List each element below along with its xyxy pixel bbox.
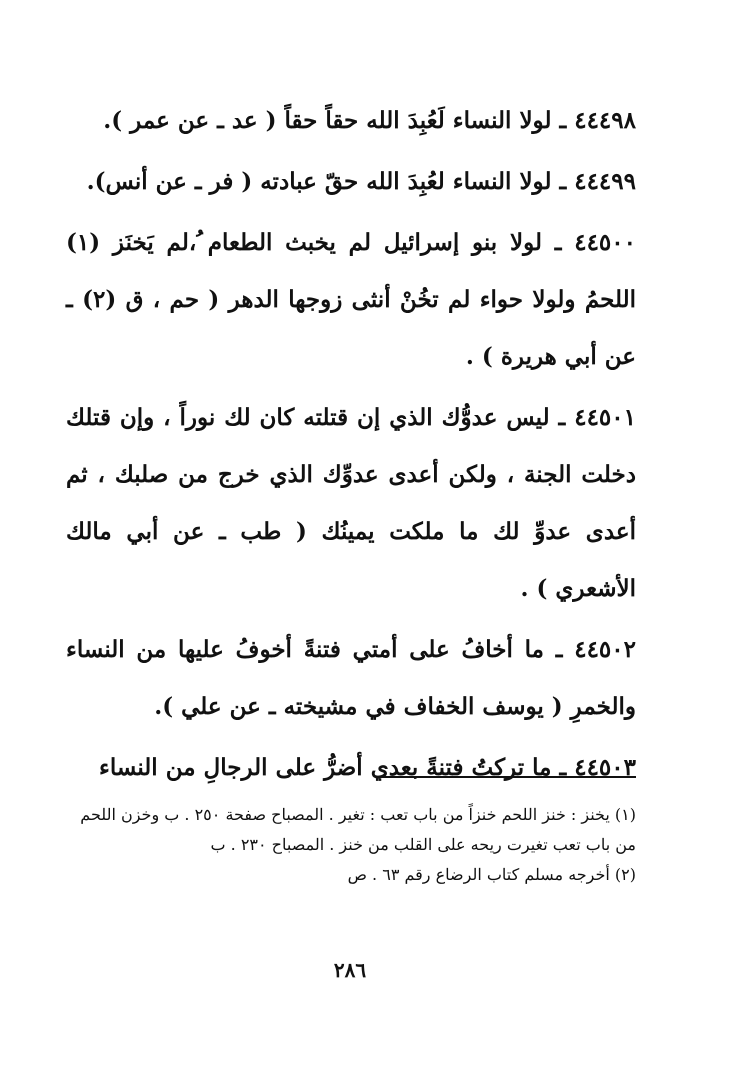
footnote: (٢) أخرجه مسلم كتاب الرضاع رقم ٦٣ . ص <box>347 865 636 884</box>
hadith-number: ٤٤٥٠٢ <box>574 636 636 663</box>
hadith-entry <box>66 92 636 149</box>
hadith-number: ٤٤٥٠٣ <box>574 754 636 781</box>
hadith-text: ـ ما تركتُ فتنةً بعدي أضرُّ على الرجالِ من النساء <box>99 754 567 781</box>
hadith-text: ـ لولا بنو إسرائيل لم يخبث الطعام ُ،لم يَخنَز (١) اللحمُ ولولا حواء لم تخُنْ أنثى زوجها الدهر ( حم ، ق (٢) ـ عن أبي هريرة ) . <box>66 229 636 370</box>
footnote: (١) يخنز : خنز اللحم خنزاً من باب تعب : تغير . المصباح صفحة ٢٥٠ . ب وخزن اللحم من باب تعب تغيرت ريحه على القلب من خنز . المصباح ٢٣٠ . ب <box>80 805 636 854</box>
hadith-text: ـ ليس عدوُّك الذي إن قتلته كان لك نوراً ، وإن قتلك دخلت الجنة ، ولكن أعدى عدوِّك الذي خرج من صلبك ، ثم أعدى عدوِّ لك ما ملكت يمينُك ( طب ـ عن أبي مالك الأشعري ) . <box>66 404 636 602</box>
hadith-text: ـ ما أخافُ على أمتي فتنةً أخوفُ عليها من النساء والخمرِ ( يوسف الخفاف في مشيخته ـ عن علي ). <box>66 636 636 720</box>
hadith-entry <box>66 389 636 617</box>
hadith-entry <box>66 214 636 385</box>
hadith-text: ـ لولا النساء لَعُبِدَ الله حقاً حقاً ( عد ـ عن عمر ). <box>103 107 567 134</box>
hadith-entry <box>66 739 636 796</box>
hadith-number: ٤٤٥٠٠ <box>574 229 636 256</box>
hadith-entry <box>66 153 636 210</box>
hadith-number: ٤٤٥٠١ <box>574 404 636 431</box>
hadith-number: ٤٤٤٩٩ <box>574 168 636 195</box>
main-text <box>66 92 636 800</box>
page-number: ٢٨٦ <box>333 958 367 982</box>
footnotes <box>66 800 636 890</box>
hadith-entry <box>66 621 636 735</box>
hadith-number: ٤٤٤٩٨ <box>574 107 636 134</box>
footnote-divider <box>380 776 636 778</box>
hadith-text: ـ لولا النساء لعُبِدَ الله حقّ عبادته ( فر ـ عن أنس). <box>86 168 567 195</box>
